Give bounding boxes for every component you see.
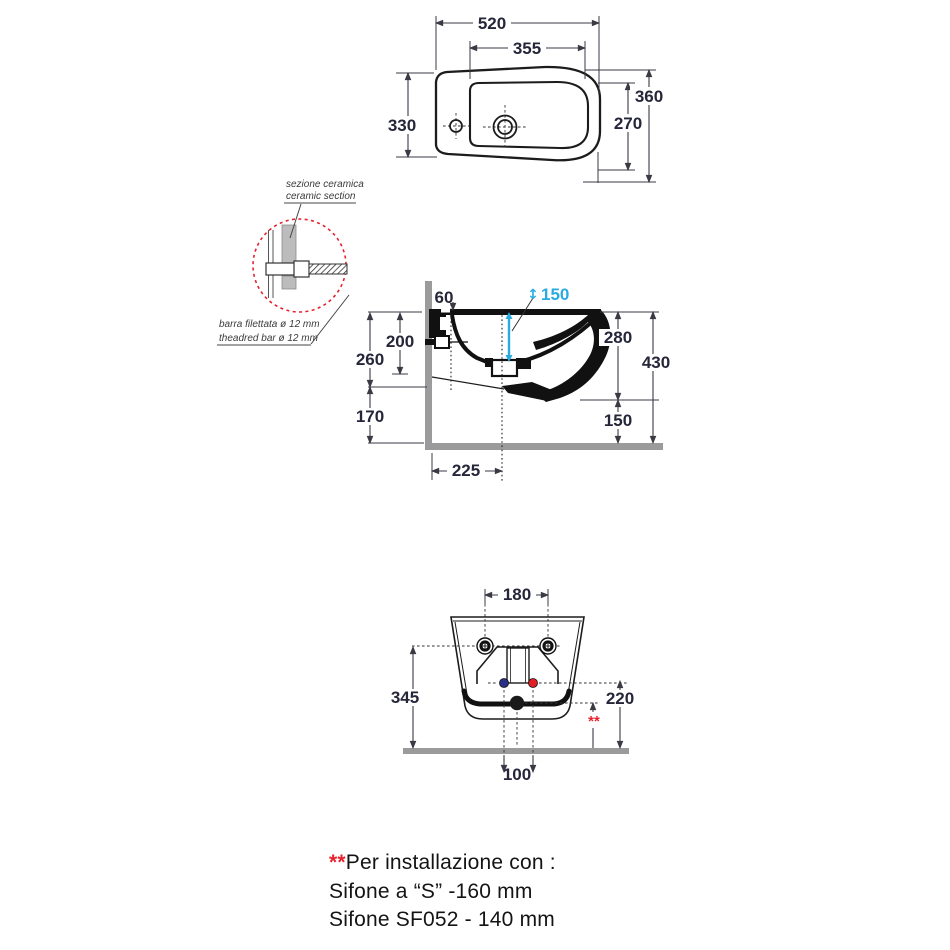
- dim-bottom-height: 150: [603, 411, 633, 430]
- bottom-edge-line: [432, 377, 504, 389]
- updown-arrow-icon: ↕: [527, 287, 539, 303]
- installation-note: [329, 849, 556, 935]
- bowl-left-wall: [452, 315, 492, 364]
- drain-section: [492, 360, 517, 376]
- bar-body: [266, 263, 296, 275]
- drain-flange-left: [485, 358, 493, 367]
- bar-collar: [294, 261, 309, 277]
- callout-bar-it: barra filettata ø 12 mm: [219, 319, 320, 330]
- dim-top-inner-depth: 270: [613, 114, 643, 133]
- water-depth-arrow: [506, 298, 534, 362]
- drain-hole-top: [483, 105, 527, 149]
- fixing-slot: [440, 317, 447, 330]
- rim-section: [429, 309, 601, 315]
- bracket-stub: [425, 339, 435, 345]
- dim-under-clearance: 170: [355, 407, 385, 426]
- bottom-foot-section: [502, 382, 552, 401]
- callout-ceramic-it: sezione ceramica: [286, 179, 364, 190]
- dim-total-height: 430: [641, 353, 671, 372]
- dim-connection-height: 220: [605, 689, 635, 708]
- threaded-bar: [309, 264, 347, 274]
- callout-bar-en: theadred bar ø 12 mm: [219, 333, 318, 344]
- fixing-detail-callout: [217, 179, 364, 345]
- dim-top-right-depth: 360: [634, 87, 664, 106]
- hot-water-connection: [529, 679, 538, 688]
- asterisk-marker: **: [588, 713, 600, 730]
- rim-notch: [441, 309, 450, 313]
- dim-wall-offset: 60: [434, 288, 454, 307]
- note-line-3: Sifone SF052 - 140 mm: [329, 908, 555, 931]
- drain-hole-front: [510, 696, 524, 710]
- floor: [425, 443, 663, 450]
- faucet-hole: [443, 113, 469, 139]
- ceramic-section-bar: [282, 225, 296, 263]
- dim-wall-reach: 225: [451, 461, 481, 480]
- dim-top-width: 520: [477, 14, 507, 33]
- dim-side-height: 345: [390, 688, 420, 707]
- bolt-hole-left: [477, 638, 493, 654]
- dim-hole-spacing: 180: [502, 585, 532, 604]
- callout-ceramic-en: ceramic section: [286, 191, 356, 202]
- wall: [425, 281, 432, 450]
- cold-water-connection: [500, 679, 509, 688]
- wall-bracket: [435, 336, 449, 348]
- dim-water-depth: 150: [541, 285, 570, 304]
- dim-connection-spacing: 100: [502, 765, 532, 784]
- top-view: [383, 14, 668, 183]
- floor: [403, 748, 629, 754]
- ceramic-section-bar-lower: [282, 276, 296, 289]
- basin-outline-top: [470, 82, 588, 148]
- dim-top-left-depth: 330: [387, 116, 417, 135]
- side-view: [351, 281, 676, 482]
- dim-rim-to-drain: 200: [385, 332, 415, 351]
- note-line-1: [329, 849, 556, 878]
- dim-rim-to-bottom: 280: [603, 328, 633, 347]
- note-title: Per installazione con :: [345, 851, 556, 874]
- note-line-2: Sifone a “S” -160 mm: [329, 879, 533, 903]
- dim-top-inner-width: 355: [512, 39, 542, 58]
- bolt-hole-right: [540, 638, 556, 654]
- dim-body-height: 260: [355, 350, 385, 369]
- front-view: [386, 585, 639, 784]
- note-asterisks: **: [329, 851, 346, 874]
